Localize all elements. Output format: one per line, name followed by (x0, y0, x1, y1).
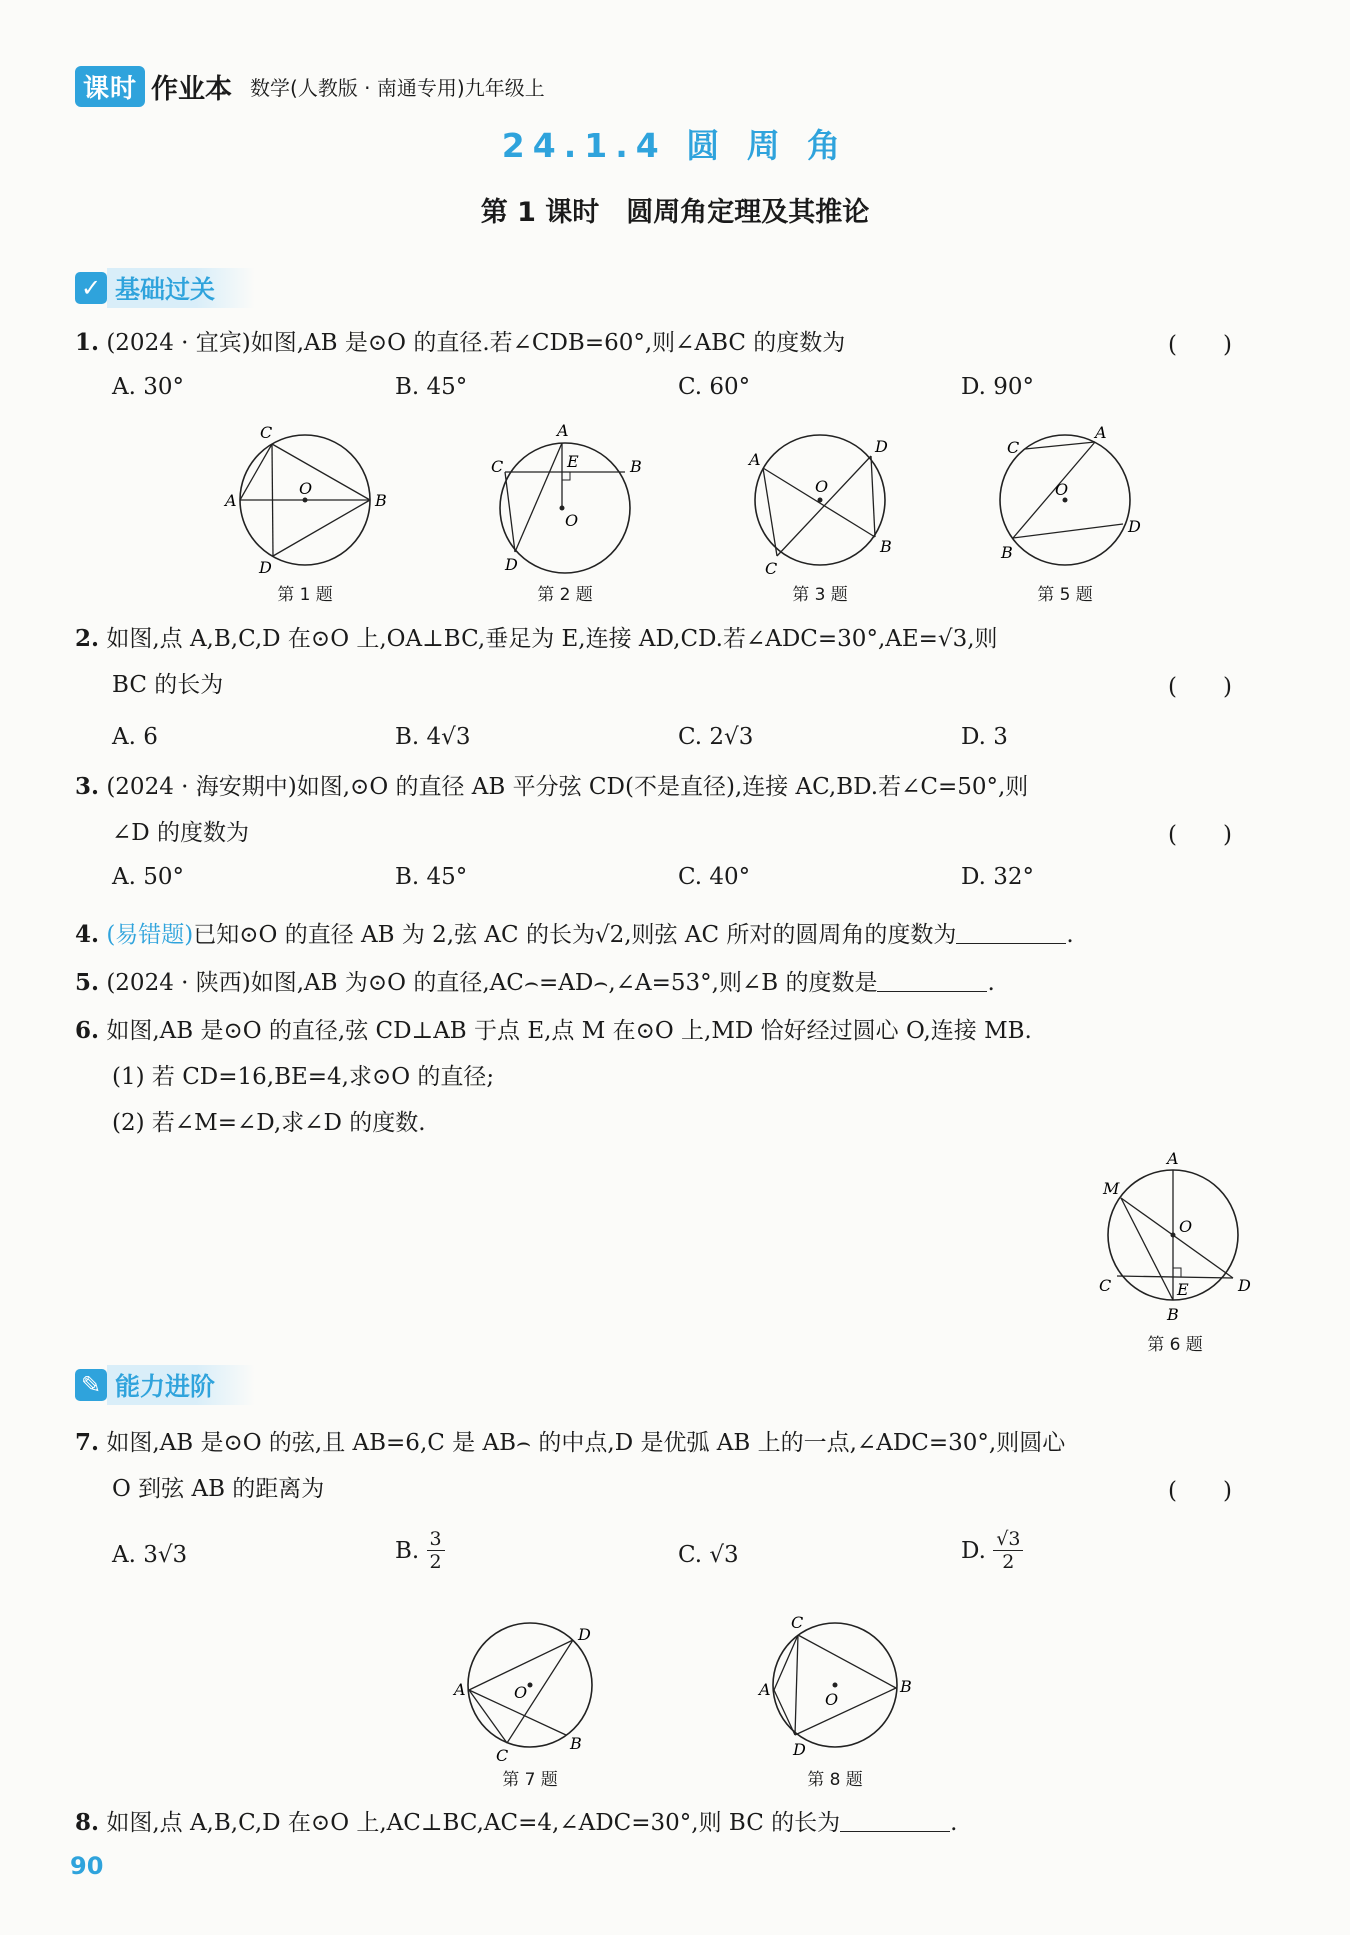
svg-text:O: O (1055, 480, 1069, 499)
q3-option-a[interactable]: A. 50° (112, 864, 184, 890)
pen-icon: ✎ (75, 1369, 107, 1401)
svg-text:B: B (1001, 543, 1013, 562)
question-1-text: (2024 · 宜宾)如图,AB 是⊙O 的直径.若∠CDB=60°,则∠ABC 的度数为 (106, 330, 846, 356)
q1-option-c[interactable]: C. 60° (678, 374, 751, 400)
question-7-bracket: ( ) (1168, 1478, 1232, 1504)
q2-option-d[interactable]: D. 3 (961, 724, 1008, 750)
question-7-text-1: 如图,AB 是⊙O 的弦,且 AB=6,C 是 AB⌢ 的中点,D 是优弧 AB 上的一点,∠ADC=30°,则圆心 (106, 1430, 1066, 1456)
question-6-text: 如图,AB 是⊙O 的直径,弦 CD⊥AB 于点 E,点 M 在⊙O 上,MD 恰好经过圆心 O,连接 MB. (106, 1018, 1032, 1044)
svg-text:D: D (793, 1740, 806, 1759)
question-2: 2. 如图,点 A,B,C,D 在⊙O 上,OA⊥BC,垂足为 E,连接 AD,CD.若∠ADC=30°,AE=√3,则 (75, 625, 998, 652)
svg-text:D: D (505, 555, 518, 574)
question-8: 8. 如图,点 A,B,C,D 在⊙O 上,AC⊥BC,AC=4,∠ADC=30°,则 BC 的长为 . (75, 1809, 958, 1836)
figure-2-caption: 第 2 题 (537, 585, 593, 605)
question-3-text-2: ∠D 的度数为 (112, 820, 250, 846)
q3-option-c[interactable]: C. 40° (678, 864, 751, 890)
question-7: 7. 如图,AB 是⊙O 的弦,且 AB=6,C 是 AB⌢ 的中点,D 是优弧 AB 上的一点,∠ADC=30°,则圆心 (75, 1429, 1066, 1456)
svg-text:A: A (759, 1680, 771, 1699)
q7-option-b-fraction: $\frac{3}{2}$ (427, 1528, 445, 1573)
figure-1 (215, 420, 385, 580)
question-4-tag: (易错题) (106, 922, 194, 948)
figure-3 (735, 420, 905, 580)
svg-text:C: C (791, 1613, 804, 1632)
figure-2 (485, 420, 655, 580)
header-brand (75, 66, 545, 106)
book-subtitle: 数学(人教版 · 南通专用)九年级上 (250, 75, 545, 100)
svg-text:C: C (1007, 438, 1020, 457)
svg-text:C: C (491, 457, 504, 476)
question-5: 5. (2024 · 陕西)如图,AB 为⊙O 的直径,AC⌢=AD⌢,∠A=53°,则∠B 的度数是 . (75, 969, 995, 996)
svg-text:O: O (299, 479, 313, 498)
brand-name: 作业本 (151, 73, 233, 105)
svg-text:B: B (375, 491, 387, 510)
svg-text:A: A (557, 421, 569, 440)
figure-1-caption: 第 1 题 (277, 585, 333, 605)
svg-text:B: B (570, 1734, 582, 1753)
svg-text:D: D (578, 1625, 591, 1644)
svg-text:O: O (815, 477, 829, 496)
lesson-title: 第 1 课时 圆周角定理及其推论 (480, 197, 870, 228)
question-1-bracket: ( ) (1168, 332, 1232, 358)
q7-option-a[interactable]: A. 3√3 (112, 1542, 188, 1568)
q3-option-b[interactable]: B. 45° (395, 864, 468, 890)
figure-6 (1095, 1148, 1255, 1328)
q1-option-b[interactable]: B. 45° (395, 374, 468, 400)
question-5-text: (2024 · 陕西)如图,AB 为⊙O 的直径,AC⌢=AD⌢,∠A=53°,则∠B 的度数是 (106, 970, 878, 996)
question-1: 1. (2024 · 宜宾)如图,AB 是⊙O 的直径.若∠CDB=60°,则∠ABC 的度数为 (75, 329, 846, 356)
svg-text:D: D (1128, 517, 1141, 536)
question-6: 6. 如图,AB 是⊙O 的直径,弦 CD⊥AB 于点 E,点 M 在⊙O 上,MD 恰好经过圆心 O,连接 MB. (75, 1017, 1032, 1044)
question-4-text: 已知⊙O 的直径 AB 为 2,弦 AC 的长为√2,则弦 AC 所对的圆周角的度数为 (193, 922, 957, 948)
q2-option-a[interactable]: A. 6 (112, 724, 158, 750)
q7-option-c[interactable]: C. √3 (678, 1542, 739, 1568)
svg-text:C: C (1099, 1276, 1112, 1295)
svg-text:B: B (1167, 1305, 1179, 1324)
svg-text:B: B (630, 457, 642, 476)
question-4: 4. (易错题)已知⊙O 的直径 AB 为 2,弦 AC 的长为√2,则弦 AC 所对的圆周角的度数为 . (75, 921, 1074, 948)
question-7-text-2: O 到弦 AB 的距离为 (112, 1476, 325, 1502)
svg-text:B: B (900, 1677, 912, 1696)
svg-text:E: E (567, 452, 579, 471)
figure-5 (985, 420, 1155, 580)
figure-8-caption: 第 8 题 (807, 1770, 863, 1790)
figure-6-caption: 第 6 题 (1147, 1335, 1203, 1355)
svg-text:D: D (259, 558, 272, 577)
section-advanced-header (75, 1365, 255, 1405)
section-basic-header (75, 268, 255, 308)
figure-5-caption: 第 5 题 (1037, 585, 1093, 605)
q7-option-d-fraction: $\frac{√3}{2}$ (993, 1528, 1023, 1573)
section-advanced-label: 能力进阶 (107, 1365, 255, 1405)
q2-option-c[interactable]: C. 2√3 (678, 724, 754, 750)
svg-text:A: A (1167, 1149, 1179, 1168)
svg-text:E: E (1177, 1280, 1189, 1299)
question-3-text-1: (2024 · 海安期中)如图,⊙O 的直径 AB 平分弦 CD(不是直径),连接 AC,BD.若∠C=50°,则 (106, 774, 1029, 800)
checkbox-icon: ✓ (75, 272, 107, 304)
figure-3-caption: 第 3 题 (792, 585, 848, 605)
question-5-blank[interactable] (877, 969, 987, 992)
figure-8 (755, 1610, 915, 1765)
svg-text:C: C (765, 559, 778, 578)
svg-text:A: A (749, 450, 761, 469)
svg-text:O: O (565, 511, 579, 530)
question-2-bracket: ( ) (1168, 674, 1232, 700)
svg-text:C: C (496, 1746, 509, 1765)
svg-text:A: A (225, 491, 237, 510)
section-basic-label: 基础过关 (107, 268, 255, 308)
question-3-bracket: ( ) (1168, 822, 1232, 848)
question-2-text-1: 如图,点 A,B,C,D 在⊙O 上,OA⊥BC,垂足为 E,连接 AD,CD.若∠ADC=30°,AE=√3,则 (106, 626, 998, 652)
q7-option-d[interactable]: D. $\frac{√3}{2}$ (961, 1528, 1023, 1573)
q1-option-d[interactable]: D. 90° (961, 374, 1035, 400)
question-6-part-2: (2) 若∠M=∠D,求∠D 的度数. (112, 1110, 426, 1136)
svg-text:O: O (1179, 1217, 1193, 1236)
svg-text:A: A (1095, 423, 1107, 442)
svg-text:O: O (514, 1683, 528, 1702)
q2-option-b[interactable]: B. 4√3 (395, 724, 471, 750)
question-6-part-1: (1) 若 CD=16,BE=4,求⊙O 的直径; (112, 1064, 495, 1090)
figure-7-caption: 第 7 题 (502, 1770, 558, 1790)
page-number: 90 (70, 1852, 104, 1880)
question-8-text: 如图,点 A,B,C,D 在⊙O 上,AC⊥BC,AC=4,∠ADC=30°,则 BC 的长为 (106, 1810, 841, 1836)
brand-logo-box: 课时 (75, 66, 145, 107)
svg-text:C: C (260, 423, 273, 442)
question-4-blank[interactable] (956, 921, 1066, 944)
question-3: 3. (2024 · 海安期中)如图,⊙O 的直径 AB 平分弦 CD(不是直径),连接 AC,BD.若∠C=50°,则 (75, 773, 1029, 800)
question-8-blank[interactable] (840, 1809, 950, 1832)
q3-option-d[interactable]: D. 32° (961, 864, 1035, 890)
q7-option-b[interactable]: B. $\frac{3}{2}$ (395, 1528, 445, 1573)
question-2-text-2: BC 的长为 (112, 672, 224, 698)
svg-text:O: O (825, 1690, 839, 1709)
section-title: 24.1.4 圆 周 角 (501, 126, 849, 165)
q1-option-a[interactable]: A. 30° (112, 374, 184, 400)
svg-text:A: A (454, 1680, 466, 1699)
svg-text:D: D (875, 437, 888, 456)
figure-7 (450, 1610, 610, 1765)
svg-text:B: B (880, 537, 892, 556)
svg-text:M: M (1103, 1179, 1120, 1198)
svg-text:D: D (1238, 1276, 1251, 1295)
